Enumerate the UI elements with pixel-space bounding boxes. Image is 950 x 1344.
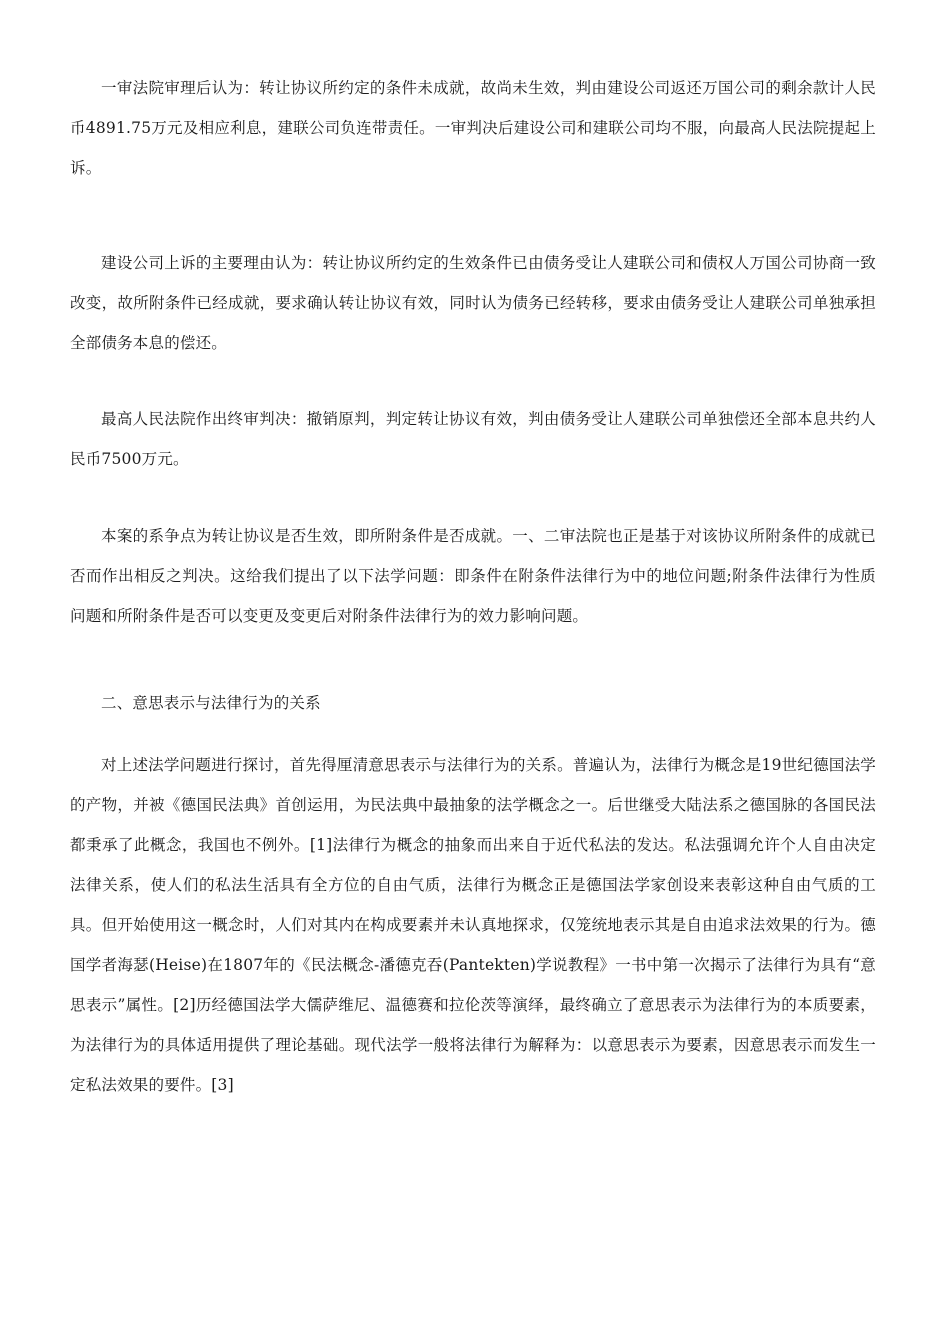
- paragraph-appeal-reasons: 建设公司上诉的主要理由认为：转让协议所约定的生效条件已由债务受让人建联公司和债权人万国公司协商一致改变，故所附条件已经成就，要求确认转让协议有效，同时认为债务已经转移，要求由债务受让人建联公司单独承担全部债务本息的偿还。: [70, 254, 876, 352]
- paragraph-dispute-point: 本案的系争点为转让协议是否生效，即所附条件是否成就。一、二审法院也正是基于对该协议所附条件的成就已否而作出相反之判决。这给我们提出了以下法学问题：即条件在附条件法律行为中的地位问题;附条件法律行为性质问题和所附条件是否可以变更及变更后对附条件法律行为的效力影响问题。: [70, 527, 876, 625]
- section-heading: 二、意思表示与法律行为的关系: [101, 694, 321, 712]
- paragraph-first-instance-ruling: 一审法院审理后认为：转让协议所约定的条件未成就，故尚未生效，判由建设公司返还万国公司的剩余款计人民币4891.75万元及相应利息，建联公司负连带责任。一审判决后建设公司和建联公司均不服，向最高人民法院提起上诉。: [70, 79, 876, 177]
- paragraph-final-judgment: 最高人民法院作出终审判决：撤销原判，判定转让协议有效，判由债务受让人建联公司单独偿还全部本息共约人民币7500万元。: [70, 410, 876, 468]
- paragraph-intent-and-legal-act: 对上述法学问题进行探讨，首先得厘清意思表示与法律行为的关系。普遍认为，法律行为概念是19世纪德国法学的产物，并被《德国民法典》首创运用，为民法典中最抽象的法学概念之一。后世继受大陆法系之德国脉的各国民法都秉承了此概念，我国也不例外。[1]法律行为概念的抽象而出来自于近代私法的发达。私法强调允许个人自由决定法律关系，使人们的私法生活具有全方位的自由气质，法律行为概念正是德国法学家创设来表彰这种自由气质的工具。但开始使用这一概念时，人们对其内在构成要素并未认真地探求，仅笼统地表示其是自由追求法效果的行为。德国学者海瑟(Heise)在1807年的《民法概念-潘德克吞(Pantekten)学说教程》一书中第一次揭示了法律行为具有“意思表示”属性。[2]历经德国法学大儒萨维尼、温德赛和拉伦茨等演绎，最终确立了意思表示为法律行为的本质要素，为法律行为的具体适用提供了理论基础。现代法学一般将法律行为解释为：以意思表示为要素，因意思表示而发生一定私法效果的要件。[3]: [70, 756, 876, 1094]
